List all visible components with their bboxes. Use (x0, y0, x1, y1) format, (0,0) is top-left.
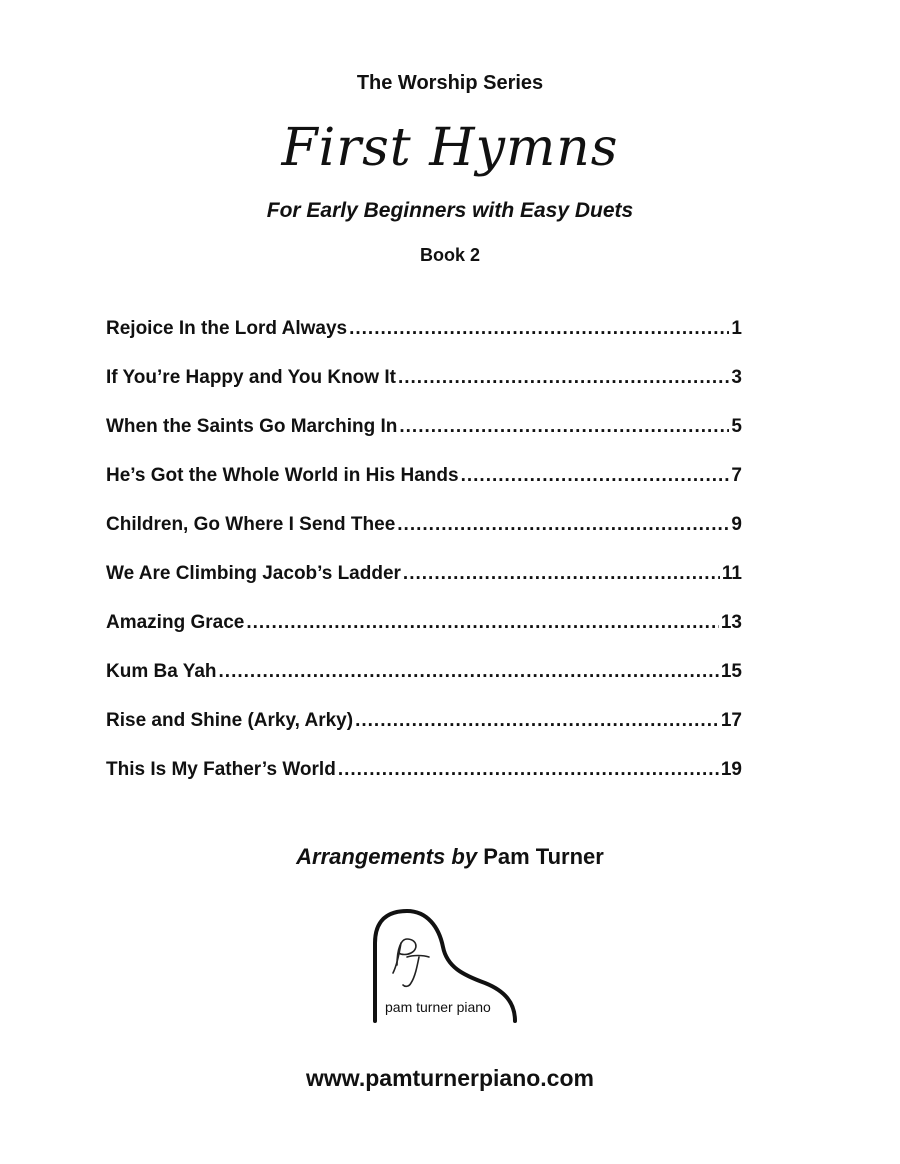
toc-leader (246, 612, 719, 634)
toc-leader (403, 563, 720, 585)
toc-row (106, 318, 742, 367)
toc-page: 3 (731, 367, 742, 388)
toc-row (106, 612, 742, 661)
toc-title: He’s Got the Whole World in His Hands (106, 465, 459, 486)
logo-text: pam turner piano (385, 999, 491, 1015)
toc-title: When the Saints Go Marching In (106, 416, 398, 437)
toc-leader (349, 318, 729, 340)
toc-title: Rise and Shine (Arky, Arky) (106, 710, 354, 731)
toc-title: Amazing Grace (106, 612, 245, 633)
pt-monogram-icon (393, 939, 429, 986)
website-url: www.pamturnerpiano.com (306, 1065, 594, 1091)
toc-page: 19 (720, 759, 742, 780)
toc-leader (399, 416, 729, 438)
toc-row (106, 759, 742, 808)
toc-leader (219, 661, 719, 683)
arranger-name: Pam Turner (483, 844, 604, 869)
toc-title: We Are Climbing Jacob’s Ladder (106, 563, 401, 584)
toc-page: 13 (720, 612, 742, 633)
toc-page: 17 (720, 710, 742, 731)
book-title: First Hymns (281, 118, 619, 178)
book-number: Book 2 (419, 245, 480, 265)
toc-leader (461, 465, 730, 487)
toc-page: 9 (731, 514, 742, 535)
toc-row (106, 465, 742, 514)
table-of-contents (106, 318, 742, 808)
toc-title: Children, Go Where I Send Thee (106, 514, 396, 535)
toc-row (106, 514, 742, 563)
toc-row (106, 661, 742, 710)
arrangements-label: Arrangements by (296, 844, 478, 869)
arrangement-credit (0, 844, 900, 870)
toc-page: 1 (731, 318, 742, 339)
toc-title: Rejoice In the Lord Always (106, 318, 348, 339)
toc-title: This Is My Father’s World (106, 759, 336, 780)
toc-page: 5 (731, 416, 742, 437)
toc-leader (397, 514, 729, 536)
series-name: The Worship Series (356, 72, 544, 94)
toc-leader (398, 367, 729, 389)
pam-turner-piano-logo (367, 903, 533, 1023)
toc-leader (355, 710, 719, 732)
toc-row (106, 563, 742, 612)
toc-title: Kum Ba Yah (106, 661, 217, 682)
toc-row (106, 416, 742, 465)
toc-row (106, 367, 742, 416)
toc-page: 11 (721, 563, 742, 584)
toc-page: 15 (720, 661, 742, 682)
toc-title: If You’re Happy and You Know It (106, 367, 396, 388)
toc-page: 7 (731, 465, 742, 486)
toc-row (106, 710, 742, 759)
book-subtitle: For Early Beginners with Easy Duets (266, 199, 634, 222)
toc-leader (338, 759, 719, 781)
